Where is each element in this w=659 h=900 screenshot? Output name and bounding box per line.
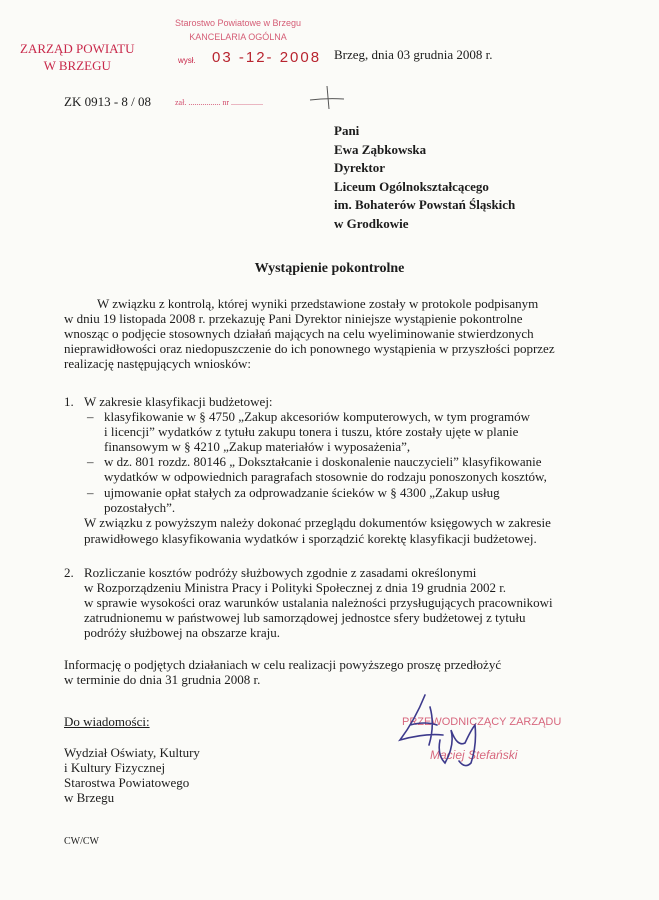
office-stamp xyxy=(175,16,301,44)
addressee-line: Ewa Ząbkowska xyxy=(334,141,427,157)
item2-line: w sprawie wysokości oraz warunków ustalania należności przysługujących pracownikowi xyxy=(84,595,553,610)
bullet-line: w dz. 801 rozdz. 80146 „ Dokształcanie i doskonalenie nauczycieli” klasyfikowanie xyxy=(104,454,542,469)
bullet-line: finansowym w § 4210 „Zakup materiałów i wyposażenia”, xyxy=(104,439,411,454)
item2-line: w Rozporządzeniu Ministra Pracy i Polityki Społecznej z dnia 19 grudnia 2002 r. xyxy=(84,580,507,595)
item2-line: zatrudnionemu w państwowej lub samorządowej jednostce sfery budżetowej z tytułu xyxy=(84,610,526,625)
item-heading: W zakresie klasyfikacji budżetowej: xyxy=(84,394,273,409)
cc-heading: Do wiadomości: xyxy=(64,714,150,729)
closing-line: w terminie do dnia 31 grudnia 2008 r. xyxy=(64,672,261,687)
cc-line: Starostwa Powiatowego xyxy=(64,775,190,790)
office-stamp-line: Starostwo Powiatowe w Brzegu xyxy=(175,18,302,28)
bullet-line: ujmowanie opłat stałych za odprowadzanie ścieków w § 4300 „Zakup usług xyxy=(104,485,500,500)
bullet-dash: – xyxy=(87,454,94,469)
board-stamp-line: ZARZĄD POWIATU xyxy=(20,41,135,56)
bullet-dash: – xyxy=(87,485,94,500)
pen-mark xyxy=(308,84,346,110)
sent-label: wysł. xyxy=(178,56,196,65)
intro-line: W związku z kontrolą, której wyniki przedstawione zostały w protokole podpisanym xyxy=(97,296,539,311)
item-number: 1. xyxy=(64,394,74,409)
item-number: 2. xyxy=(64,565,74,580)
bullet-line: wydatków w odpowiednich paragrafach stosownie do rodzaju ponoszonych kosztów, xyxy=(104,469,547,484)
addressee-line: Pani xyxy=(334,123,360,138)
board-stamp xyxy=(20,40,134,74)
cc-line: Wydział Oświaty, Kultury xyxy=(64,745,200,760)
sent-date-stamp: 03 -12- 2008 xyxy=(212,49,322,66)
item2-line: Rozliczanie kosztów podróży służbowych zgodnie z zasadami określonymi xyxy=(84,565,477,580)
bullet-line: i licencji” wydatków z tytułu zakupu tonera i tuszu, które zostały ujęte w planie xyxy=(104,424,519,439)
addressee-block xyxy=(334,122,515,233)
addressee-line: w Grodkowie xyxy=(334,215,409,231)
bullet-dash: – xyxy=(87,409,94,424)
item2-line: podróży służbowej na obszarze kraju. xyxy=(84,625,281,640)
bullet-line: klasyfikowanie w § 4750 „Zakup akcesoriów komputerowych, w tym programów xyxy=(104,409,531,424)
signatory-title-stamp: PRZEWODNICZĄCY ZARZĄDU xyxy=(402,716,562,728)
board-stamp-line: W BRZEGU xyxy=(43,58,111,73)
conclusion-line: W związku z powyższym należy dokonać przeglądu dokumentów księgowych w zakresie xyxy=(84,515,551,530)
conclusion-line: prawidłowego klasyfikowania wydatków i sporządzić korektę klasyfikacji budżetowej. xyxy=(84,531,537,546)
closing-line: Informację o podjętych działaniach w celu realizacji powyższego proszę przedłożyć xyxy=(64,657,502,672)
author-initials: CW/CW xyxy=(64,836,99,847)
attachment-line: zał. ................ nr ................ xyxy=(175,98,263,107)
intro-line: realizację następujących wniosków: xyxy=(64,356,251,371)
document-title: Wystąpienie pokontrolne xyxy=(254,261,405,276)
intro-line: nieprawidłowości oraz niedopuszczenie do ich ponownego wystąpienia w przyszłości poprzez xyxy=(64,341,555,356)
bullet-line: pozostałych”. xyxy=(104,500,176,515)
reference-number: ZK 0913 - 8 / 08 xyxy=(64,94,152,109)
addressee-line: Liceum Ogólnokształcącego xyxy=(334,178,489,194)
intro-line: w dniu 19 listopada 2008 r. przekazuję Pani Dyrektor niniejsze wystąpienie pokontrolne xyxy=(64,311,523,326)
addressee-line: Dyrektor xyxy=(334,160,386,175)
handwritten-signature xyxy=(385,685,505,770)
addressee-line: im. Bohaterów Powstań Śląskich xyxy=(334,197,516,212)
place-date: Brzeg, dnia 03 grudnia 2008 r. xyxy=(334,47,493,62)
intro-line: wnosząc o podjęcie stosownych działań mających na celu wyeliminowanie stwierdzonych xyxy=(64,326,534,341)
cc-line: w Brzegu xyxy=(64,790,115,805)
signatory-name-stamp: Maciej Stefański xyxy=(430,748,518,762)
office-stamp-line: KANCELARIA OGÓLNA xyxy=(189,32,287,42)
cc-line: i Kultury Fizycznej xyxy=(64,760,166,775)
